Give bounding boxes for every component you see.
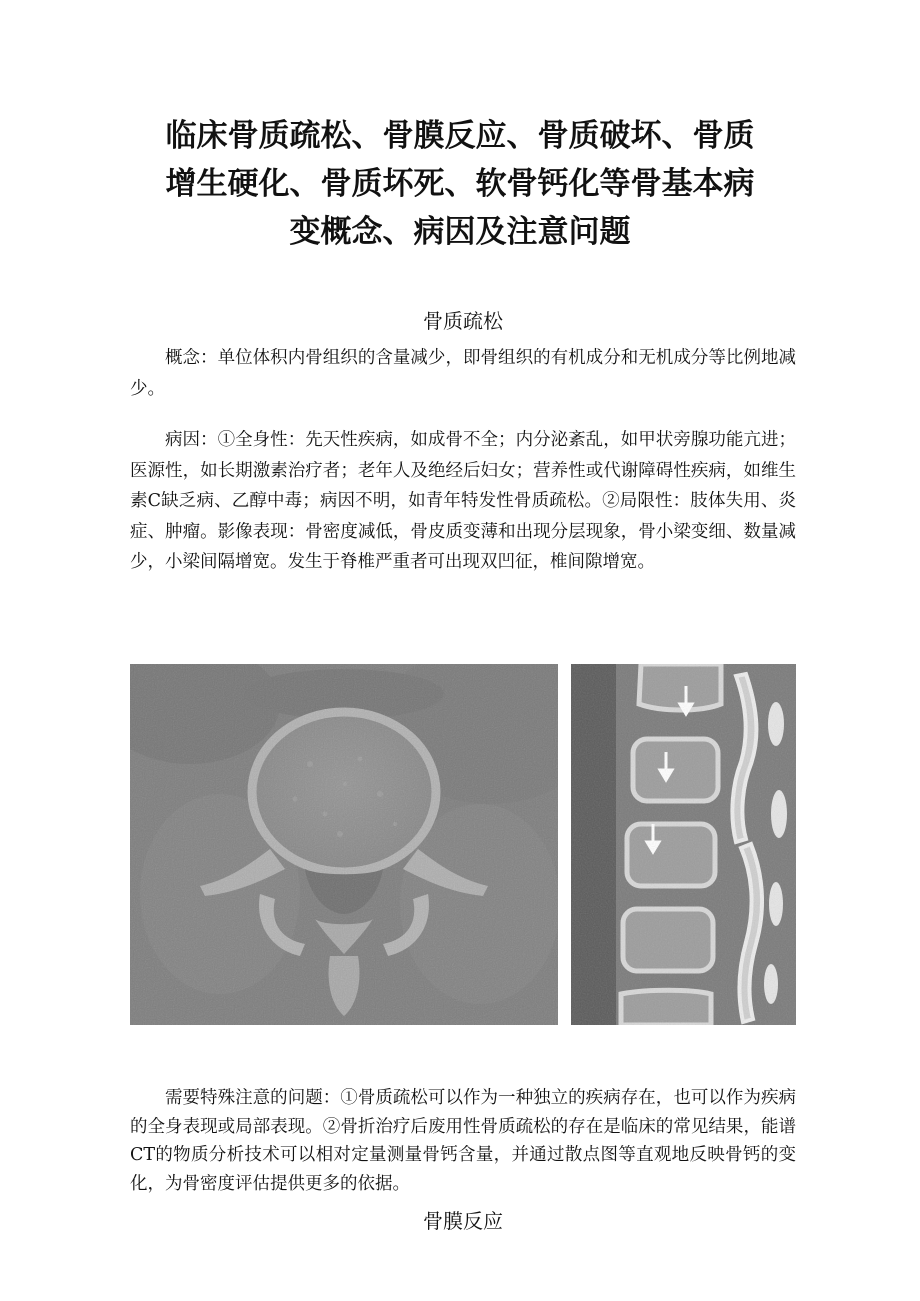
sagittal-ct-image xyxy=(571,664,796,1025)
paragraph-cause: 病因：①全身性：先天性疾病，如成骨不全；内分泌紊乱，如甲状旁腺功能亢进；医源性，如长期激素治疗者；老年人及绝经后妇女；营养性或代谢障碍性疾病，如维生素C缺乏病、乙醇中毒；病因不明，如青年特发性骨质疏松。②局限性：肢体失用、炎症、肿瘤。影像表现：骨密度减低，骨皮质变薄和出现分层现象，骨小梁变细、数量减少，小梁间隔增宽。发生于脊椎严重者可出现双凹征，椎间隙增宽。 xyxy=(130,430,796,572)
title-line-3: 变概念、病因及注意问题 xyxy=(289,214,631,250)
section-heading-periosteal-reaction: 骨膜反应 xyxy=(423,1209,503,1233)
document-title xyxy=(130,112,790,256)
title-line-2: 增生硬化、骨质坏死、软骨钙化等骨基本病 xyxy=(165,166,755,202)
paragraph-concept: 概念：单位体积内骨组织的含量减少，即骨组织的有机成分和无机成分等比例地减少。 xyxy=(130,348,796,399)
axial-ct-image xyxy=(130,664,558,1025)
paragraph-special-note: 需要特殊注意的问题：①骨质疏松可以作为一种独立的疾病存在，也可以作为疾病的全身表现或局部表现。②骨折治疗后废用性骨质疏松的存在是临床的常见结果，能谱CT的物质分析技术可以相对定量测量骨钙含量，并通过散点图等直观地反映骨钙的变化，为骨密度评估提供更多的依据。 xyxy=(130,1088,796,1194)
title-line-1: 临床骨质疏松、骨膜反应、骨质破坏、骨质 xyxy=(165,118,755,154)
ct-figure xyxy=(130,664,796,1025)
section-heading-osteoporosis: 骨质疏松 xyxy=(423,309,503,333)
